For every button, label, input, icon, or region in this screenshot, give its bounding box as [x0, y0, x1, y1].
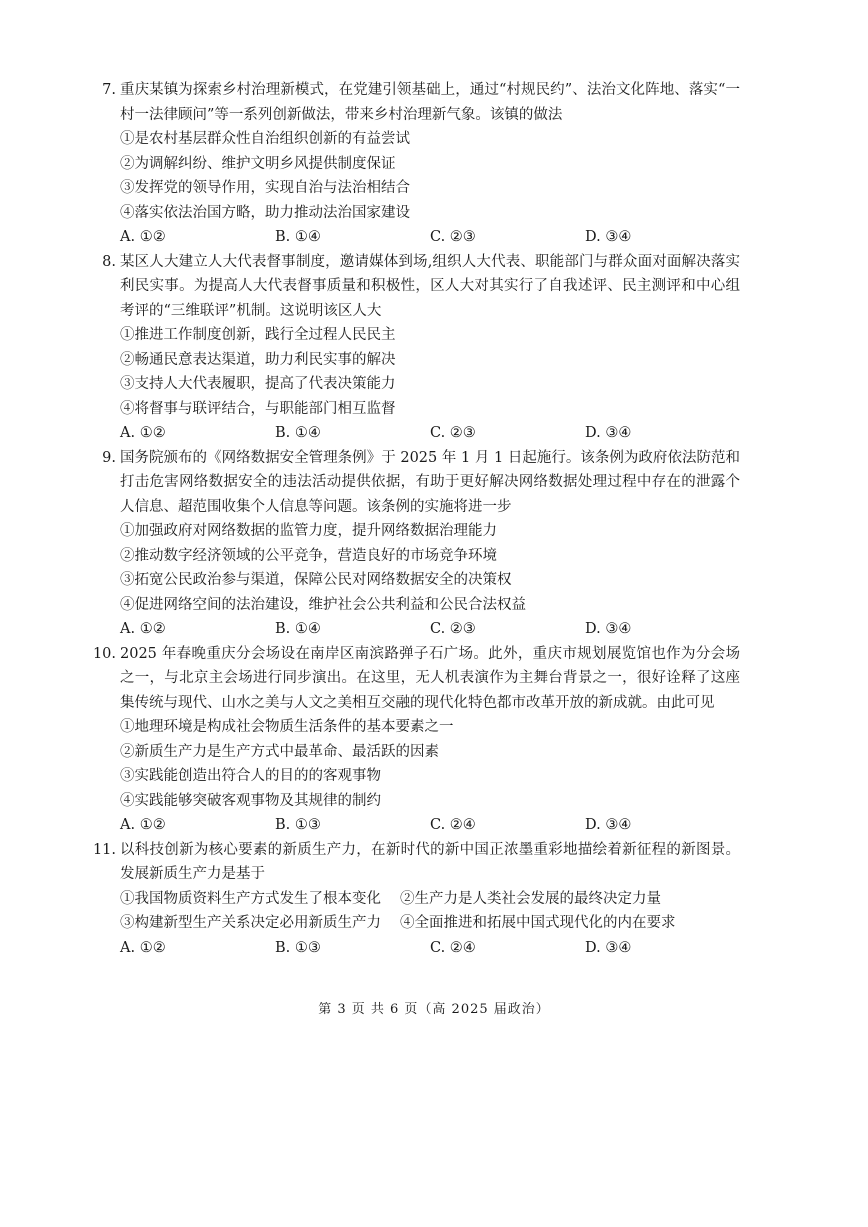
option-3: ③构建新型生产关系决定必用新质生产力: [120, 915, 381, 931]
question-10: [92, 642, 740, 838]
question-number: 10.: [92, 645, 116, 662]
answer-choices: [120, 936, 740, 961]
answer-choices: [120, 421, 740, 446]
option-1: ①是农村基层群众性自治组织创新的有益尝试: [120, 131, 410, 147]
option-2: ②畅通民意表达渠道，助力利民实事的解决: [120, 351, 396, 368]
question-list: [92, 78, 740, 960]
option-1: ①推进工作制度创新，践行全过程人民民主: [120, 327, 396, 343]
answer-d: D. ③④: [585, 229, 632, 245]
answer-c: C. ②④: [430, 817, 476, 833]
answer-a: A. ①②: [120, 229, 166, 245]
answer-d: D. ③④: [585, 817, 632, 833]
question-stem: 以科技创新为核心要素的新质生产力，在新时代的新中国正浓墨重彩地描绘着新征程的新图景。发展新质生产力是基于: [120, 841, 740, 882]
answer-choices: [120, 225, 740, 250]
option-1: ①地理环境是构成社会物质生活条件的基本要素之一: [120, 719, 454, 735]
option-3: ③拓宽公民政治参与渠道，保障公民对网络数据安全的决策权: [120, 572, 512, 588]
option-2: ②新质生产力是生产方式中最革命、最活跃的因素: [120, 743, 439, 760]
answer-b: B. ①④: [275, 621, 321, 637]
answer-a: A. ①②: [120, 817, 166, 833]
question-stem: 某区人大建立人大代表督事制度，邀请媒体到场,组织人大代表、职能部门与群众面对面解决落实利民实事。为提高人大代表督事质量和积极性，区人大对其实行了自我述评、民主测评和中心组考评的“三维联评”机制。这说明该区人大: [120, 253, 740, 319]
answer-a: A. ①②: [120, 939, 166, 956]
question-11: [92, 838, 740, 961]
question-8: [102, 250, 740, 446]
answer-c: C. ②④: [430, 939, 476, 956]
answer-b: B. ①③: [275, 939, 321, 956]
answer-b: B. ①③: [275, 817, 321, 833]
answer-c: C. ②③: [430, 621, 476, 637]
option-1: ①我国物质资料生产方式发生了根本变化: [120, 890, 381, 907]
option-3: ③实践能创造出符合人的目的的客观事物: [120, 768, 381, 784]
option-2: ②生产力是人类社会发展的最终决定力量: [400, 890, 661, 907]
answer-a: A. ①②: [120, 621, 166, 637]
option-4: ④全面推进和拓展中国式现代化的内在要求: [400, 915, 676, 931]
answer-c: C. ②③: [430, 425, 476, 441]
question-stem: 重庆某镇为探索乡村治理新模式，在党建引领基础上，通过“村规民约”、法治文化阵地、落实“一村一法律顾问”等一系列创新做法，带来乡村治理新气象。该镇的做法: [120, 82, 740, 123]
option-3: ③支持人大代表履职，提高了代表决策能力: [120, 376, 396, 392]
question-stem: 2025 年春晚重庆分会场设在南岸区南滨路弹子石广场。此外，重庆市规划展览馆也作为分会场之一，与北京主会场进行同步演出。在这里，无人机表演作为主舞台背景之一，很好诠释了这座集传统与现代、山水之美与人文之美相互交融的现代化特色都市改革开放的新成就。由此可见: [120, 645, 740, 711]
answer-d: D. ③④: [585, 939, 632, 956]
answer-d: D. ③④: [585, 425, 632, 441]
option-3: ③发挥党的领导作用，实现自治与法治相结合: [120, 180, 410, 196]
option-2: ②为调解纠纷、维护文明乡风提供制度保证: [120, 155, 396, 172]
question-number: 8.: [102, 253, 116, 270]
question-number: 7.: [102, 82, 116, 98]
question-7: [102, 78, 740, 250]
option-4: ④促进网络空间的法治建设，维护社会公共利益和公民合法权益: [120, 596, 526, 613]
answer-choices: [120, 617, 740, 642]
answer-choices: [120, 813, 740, 838]
question-9: [102, 446, 740, 642]
option-1: ①加强政府对网络数据的监管力度，提升网络数据治理能力: [120, 523, 497, 539]
option-row-1: [120, 887, 740, 912]
answer-a: A. ①②: [120, 425, 166, 441]
answer-b: B. ①④: [275, 229, 321, 245]
answer-b: B. ①④: [275, 425, 321, 441]
answer-c: C. ②③: [430, 229, 476, 245]
question-number: 9.: [102, 449, 116, 466]
question-number: 11.: [92, 841, 116, 858]
option-4: ④实践能够突破客观事物及其规律的制约: [120, 792, 381, 809]
page-footer: 第 3 页 共 6 页（高 2025 届政治）: [318, 1002, 550, 1017]
option-2: ②推动数字经济领域的公平竞争，营造良好的市场竞争环境: [120, 547, 497, 564]
question-stem: 国务院颁布的《网络数据安全管理条例》于 2025 年 1 月 1 日起施行。该条例为政府依法防范和打击危害网络数据安全的违法活动提供依据，有助于更好解决网络数据处理过程中存在的泄露个人信息、超范围收集个人信息等问题。该条例的实施将进一步: [120, 449, 740, 515]
option-row-2: [120, 911, 740, 936]
answer-d: D. ③④: [585, 621, 632, 637]
option-4: ④将督事与联评结合，与职能部门相互监督: [120, 400, 396, 417]
option-4: ④落实依法治国方略，助力推动法治国家建设: [120, 204, 410, 221]
